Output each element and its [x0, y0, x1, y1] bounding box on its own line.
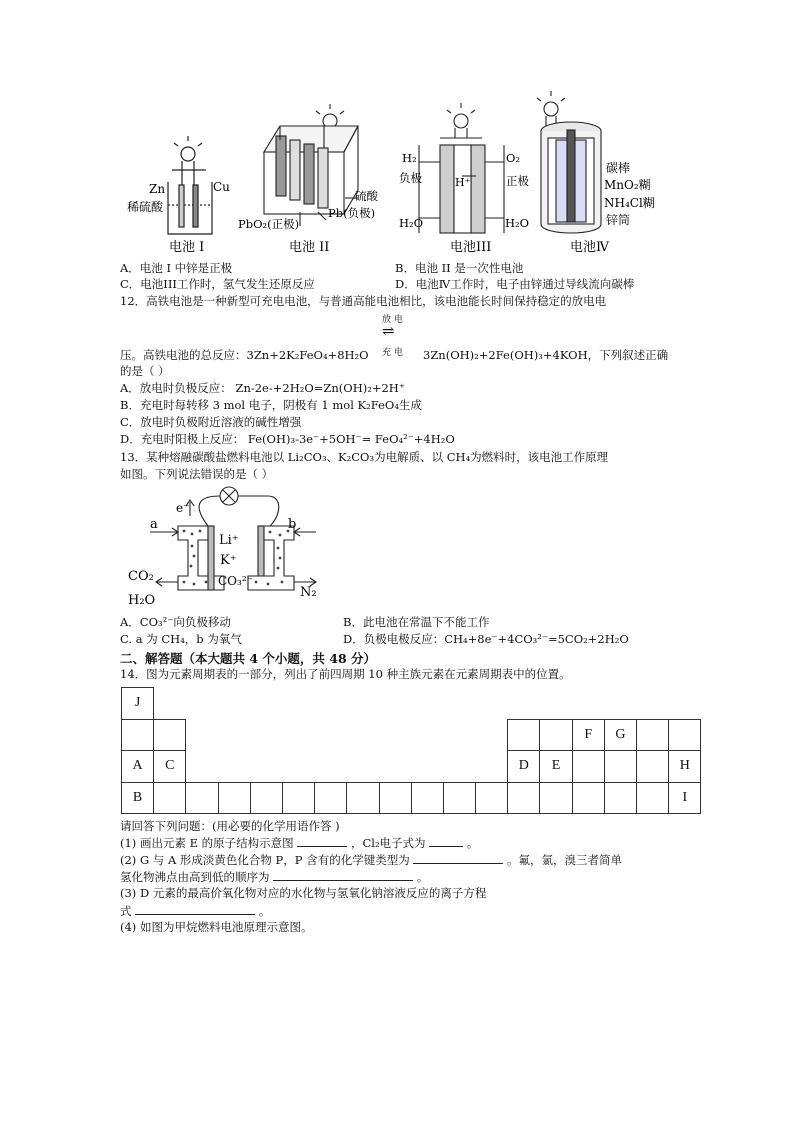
- pt-cell-h: H: [669, 751, 701, 783]
- q13-option-d: D．负极电极反应：CH₄+8e⁻+4CO₃²⁻=5CO₂+2H₂O: [343, 632, 629, 646]
- q14-part3-text-c: 。: [258, 904, 271, 918]
- q14-part2-text-b: 。氟，氯，溴三者简单: [507, 853, 623, 867]
- pt-cell-i: I: [669, 782, 701, 814]
- battery-3-h2o-right-label: H₂O: [505, 216, 530, 230]
- q14-part1: [120, 835, 478, 850]
- battery-4-nh4cl-label: NH₄Cl糊: [604, 196, 655, 210]
- pt-cell-f: F: [572, 719, 604, 751]
- q12-option-b: B．充电时每转移 3 mol 电子，阴极有 1 mol K₂FeO₄生成: [120, 398, 422, 412]
- battery-4-carbon-label: 碳棒: [606, 161, 631, 175]
- fuel-cell-e-label: e⁻: [176, 501, 190, 515]
- q13-stem-line1: 13．某种熔融碳酸盐燃料电池以 Li₂CO₃、K₂CO₃为电解质、以 CH₄为燃料时，该电池工作原理: [120, 450, 609, 464]
- battery-3-h2-label: H₂: [402, 151, 417, 165]
- fuel-cell-b-label: b: [288, 517, 297, 532]
- q12-option-c: C．放电时负极附近溶液的碱性增强: [120, 415, 302, 429]
- q12-stem-line3: 的是（ ）: [120, 364, 170, 378]
- q13-stem-line2: 如图。下列说法错误的是（ ）: [120, 467, 274, 481]
- battery-3-h2o-left-label: H₂O: [399, 216, 424, 230]
- periodic-table-fragment: [121, 687, 701, 814]
- battery-figures: [0, 0, 794, 262]
- pt-cell-g: G: [604, 719, 636, 751]
- q14-prompt: 请回答下列问题：(用必要的化学用语作答 ): [120, 819, 340, 833]
- q12-stem-line2-left: 压。高铁电池的总反应：3Zn+2K₂FeO₄+8H₂O: [120, 348, 369, 362]
- q14-part2-blank-2[interactable]: [273, 869, 413, 881]
- q13-option-c: C. a 为 CH₄，b 为氧气: [120, 632, 242, 646]
- fuel-cell-co2-label: CO₂: [128, 569, 154, 584]
- fuel-cell-figure: [120, 484, 330, 610]
- q11-option-b: B．电池 II 是一次性电池: [395, 261, 524, 275]
- q14-part2-line2: [120, 869, 428, 884]
- battery-3-figure: [419, 103, 504, 233]
- fuel-cell-li-label: Li⁺: [219, 533, 239, 548]
- fuel-cell-a-label: a: [150, 517, 158, 532]
- battery-2-pb-label: Pb(负极): [328, 206, 376, 220]
- battery-1-zn-label: Zn: [149, 182, 166, 196]
- q12-option-a: A．放电时负极反应： Zn-2e-+2H₂O=Zn(OH)₂+2H⁺: [120, 381, 405, 395]
- pt-cell-c: C: [154, 751, 186, 783]
- q14-part2-line1: [120, 852, 622, 867]
- battery-4-caption: 电池Ⅳ: [570, 240, 609, 255]
- battery-3-pos-label: 正极: [506, 174, 529, 188]
- fuel-cell-n2-label: N₂: [300, 585, 317, 600]
- q12-stem-line2-right: 3Zn(OH)₂+2Fe(OH)₃+4KOH，下列叙述正确: [423, 348, 669, 362]
- q14-stem: 14．图为元素周期表的一部分，列出了前四周期 10 种主族元素在元素周期表中的位置。: [120, 667, 571, 681]
- q11-option-c: C．电池III工作时，氢气发生还原反应: [120, 277, 315, 291]
- battery-1-caption: 电池 I: [169, 240, 205, 255]
- pt-cell-d: D: [508, 751, 540, 783]
- q11-option-d: D．电池Ⅳ工作时，电子由锌通过导线流向碳棒: [395, 277, 635, 291]
- battery-3-o2-label: O₂: [506, 151, 521, 165]
- battery-2-caption: 电池 II: [289, 240, 330, 255]
- q12-stem-line1: 12．高铁电池是一种新型可充电电池，与普通高能电池相比，该电池能长时间保持稳定的放电电: [120, 294, 607, 308]
- battery-1-acid-label: 稀硫酸: [127, 200, 164, 214]
- section2-heading: 二、解答题（本大题共 4 个小题，共 48 分）: [120, 651, 377, 666]
- battery-4-mno2-label: MnO₂糊: [604, 178, 651, 192]
- q14-part1-text-c: 。: [466, 836, 479, 850]
- q14-part3-line1: (3) D 元素的最高价氧化物对应的水化物与氢氧化钠溶液反应的离子方程: [120, 886, 487, 900]
- q14-part1-text-a: (1) 画出元素 E 的原子结构示意图: [120, 836, 294, 850]
- battery-3-caption: 电池III: [450, 240, 492, 255]
- battery-2-pbo2-label: PbO₂(正极): [238, 217, 300, 231]
- q14-part2-text-d: 。: [416, 870, 429, 884]
- q14-part3-line2: [120, 903, 270, 918]
- q11-option-a: A．电池 I 中锌是正极: [120, 261, 233, 275]
- pt-cell-j: J: [122, 688, 154, 720]
- pt-cell-a: A: [122, 751, 154, 783]
- battery-1-cu-label: Cu: [213, 180, 230, 194]
- q14-part2-blank-1[interactable]: [413, 852, 503, 864]
- q14-part1-text-b: ，Cl₂电子式为: [350, 836, 426, 850]
- q14-part1-blank-1[interactable]: [297, 835, 347, 847]
- fuel-cell-co3-label: CO₃²⁻: [218, 574, 253, 588]
- pt-cell-e: E: [540, 751, 572, 783]
- q14-part2-text-a: (2) G 与 A 形成淡黄色化合物 P，P 含有的化学键类型为: [120, 853, 410, 867]
- q14-part3-text-b: 式: [120, 904, 132, 918]
- battery-1-figure: [168, 136, 212, 234]
- q14-part1-blank-2[interactable]: [429, 835, 463, 847]
- q12-arrow-bottom-label: 充 电: [382, 348, 403, 358]
- battery-3-neg-label: 负极: [399, 171, 422, 185]
- fuel-cell-k-label: K⁺: [220, 553, 237, 568]
- q12-option-d: D．充电时阳极上反应： Fe(OH)₃-3e⁻+5OH⁻= FeO₄²⁻+4H₂O: [120, 432, 455, 446]
- battery-2-sulfuric-label: 硫酸: [355, 189, 378, 203]
- q14-part3-blank[interactable]: [135, 903, 255, 915]
- q14-part4: (4) 如图为甲烷燃料电池原理示意图。: [120, 920, 313, 934]
- q14-part2-text-c: 氢化物沸点由高到低的顺序为: [120, 870, 270, 884]
- battery-3-hplus-label: H⁺: [455, 176, 471, 189]
- battery-4-figure: [537, 91, 601, 233]
- q13-option-b: B．此电池在常温下不能工作: [343, 615, 490, 629]
- reversible-arrow-icon: ⇌: [382, 322, 395, 340]
- q12-arrow-top-label: 放 电: [382, 315, 403, 325]
- fuel-cell-h2o-label: H₂O: [128, 593, 156, 608]
- pt-cell-b: B: [122, 782, 154, 814]
- q13-option-a: A．CO₃²⁻向负极移动: [120, 615, 231, 629]
- battery-4-zinc-label: 锌筒: [606, 213, 631, 227]
